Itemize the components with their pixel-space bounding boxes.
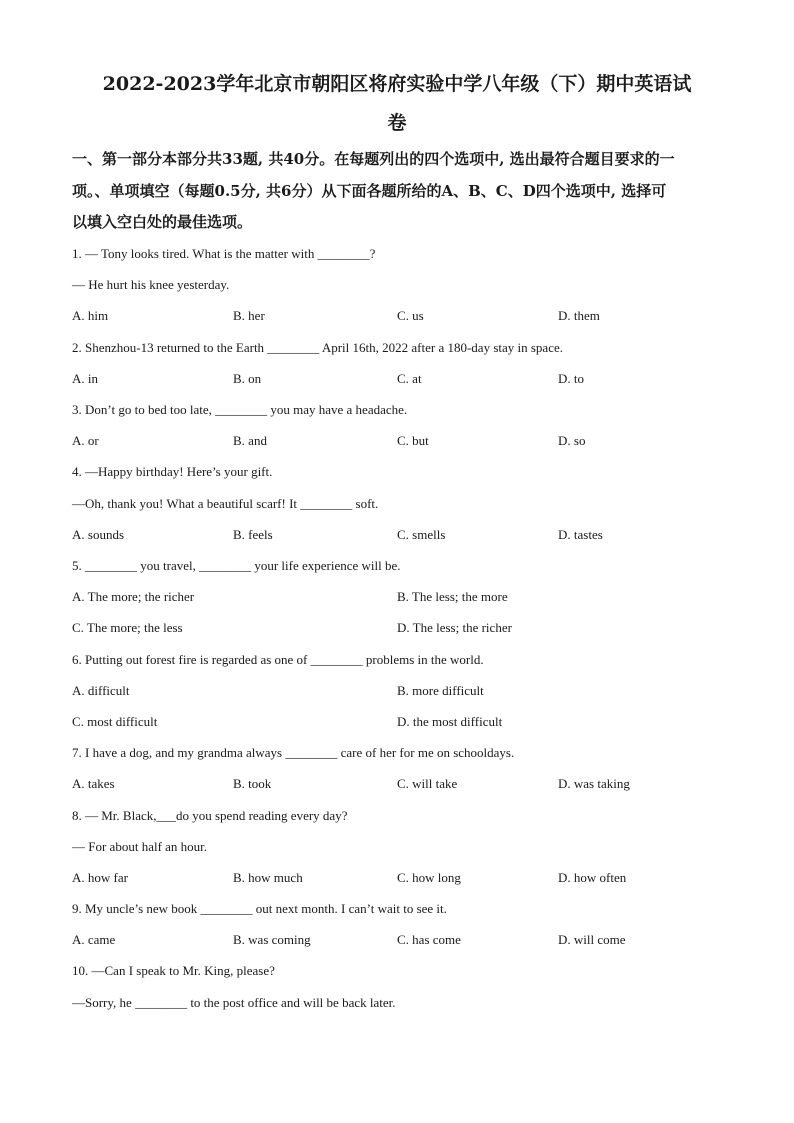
section-instruction-line-3: 以填入空白处的最佳选项。 xyxy=(72,213,253,231)
question-10-stem: 10. —Can I speak to Mr. King, please? xyxy=(72,963,275,978)
question-4-option-c: C. smells xyxy=(397,527,446,542)
question-9-option-b: B. was coming xyxy=(233,932,311,947)
section-instruction-line-2: 项。、单项填空（每题0.5分, 共6分）从下面各题所给的A、B、C、D四个选项中, 选择可 xyxy=(72,182,667,200)
question-9-stem: 9. My uncle’s new book ________ out next month. I can’t wait to see it. xyxy=(72,901,447,916)
question-8-stem: 8. — Mr. Black,___do you spend reading every day? xyxy=(72,808,348,823)
question-5-option-a: A. The more; the richer xyxy=(72,589,195,604)
question-1-option-b: B. her xyxy=(233,308,265,323)
question-4-option-d: D. tastes xyxy=(558,527,603,542)
question-6-stem: 6. Putting out forest fire is regarded as one of ________ problems in the world. xyxy=(72,652,484,667)
question-6-option-b: B. more difficult xyxy=(397,683,484,698)
question-5-option-c: C. The more; the less xyxy=(72,620,183,635)
question-5-stem: 5. ________ you travel, ________ your life experience will be. xyxy=(72,558,401,573)
question-1-stem: 1. — Tony looks tired. What is the matter with ________? xyxy=(72,246,376,261)
question-7-option-b: B. took xyxy=(233,776,272,791)
question-4-reply: —Oh, thank you! What a beautiful scarf! It ________ soft. xyxy=(72,496,379,511)
question-1-option-a: A. him xyxy=(72,308,109,323)
question-2-option-a: A. in xyxy=(72,371,98,386)
question-2-option-b: B. on xyxy=(233,371,262,386)
question-10-reply: —Sorry, he ________ to the post office and will be back later. xyxy=(72,995,396,1010)
question-4-option-a: A. sounds xyxy=(72,527,125,542)
question-8-option-d: D. how often xyxy=(558,870,627,885)
question-4-stem: 4. —Happy birthday! Here’s your gift. xyxy=(72,464,273,479)
question-3-option-d: D. so xyxy=(558,433,586,448)
question-1-option-d: D. them xyxy=(558,308,600,323)
question-3-option-a: A. or xyxy=(72,433,99,448)
question-3-option-c: C. but xyxy=(397,433,429,448)
question-6-option-d: D. the most difficult xyxy=(397,714,503,729)
question-5-option-d: D. The less; the richer xyxy=(397,620,512,635)
question-9-option-a: A. came xyxy=(72,932,116,947)
section-instruction-line-1: 一、第一部分本部分共33题, 共40分。在每题列出的四个选项中, 选出最符合题目要求的一 xyxy=(72,150,675,168)
question-7-option-d: D. was taking xyxy=(558,776,630,791)
question-6-option-c: C. most difficult xyxy=(72,714,158,729)
question-8-option-b: B. how much xyxy=(233,870,303,885)
question-3-option-b: B. and xyxy=(233,433,267,448)
question-7-stem: 7. I have a dog, and my grandma always ________ care of her for me on schooldays. xyxy=(72,745,515,760)
question-1-reply: — He hurt his knee yesterday. xyxy=(72,277,230,292)
exam-title-line-2: 卷 xyxy=(387,112,407,134)
question-8-option-c: C. how long xyxy=(397,870,461,885)
question-2-option-c: C. at xyxy=(397,371,422,386)
question-6-option-a: A. difficult xyxy=(72,683,130,698)
question-3-stem: 3. Don’t go to bed too late, ________ you may have a headache. xyxy=(72,402,408,417)
question-8-option-a: A. how far xyxy=(72,870,128,885)
question-2-option-d: D. to xyxy=(558,371,584,386)
question-1-option-c: C. us xyxy=(397,308,424,323)
question-5-option-b: B. The less; the more xyxy=(397,589,508,604)
question-4-option-b: B. feels xyxy=(233,527,273,542)
question-9-option-c: C. has come xyxy=(397,932,461,947)
question-7-option-c: C. will take xyxy=(397,776,458,791)
question-7-option-a: A. takes xyxy=(72,776,115,791)
exam-title-line-1: 2022-2023学年北京市朝阳区将府实验中学八年级（下）期中英语试 xyxy=(102,73,692,95)
question-9-option-d: D. will come xyxy=(558,932,626,947)
question-8-reply: — For about half an hour. xyxy=(72,839,208,854)
question-2-stem: 2. Shenzhou-13 returned to the Earth ________ April 16th, 2022 after a 180-day stay in space. xyxy=(72,340,563,355)
